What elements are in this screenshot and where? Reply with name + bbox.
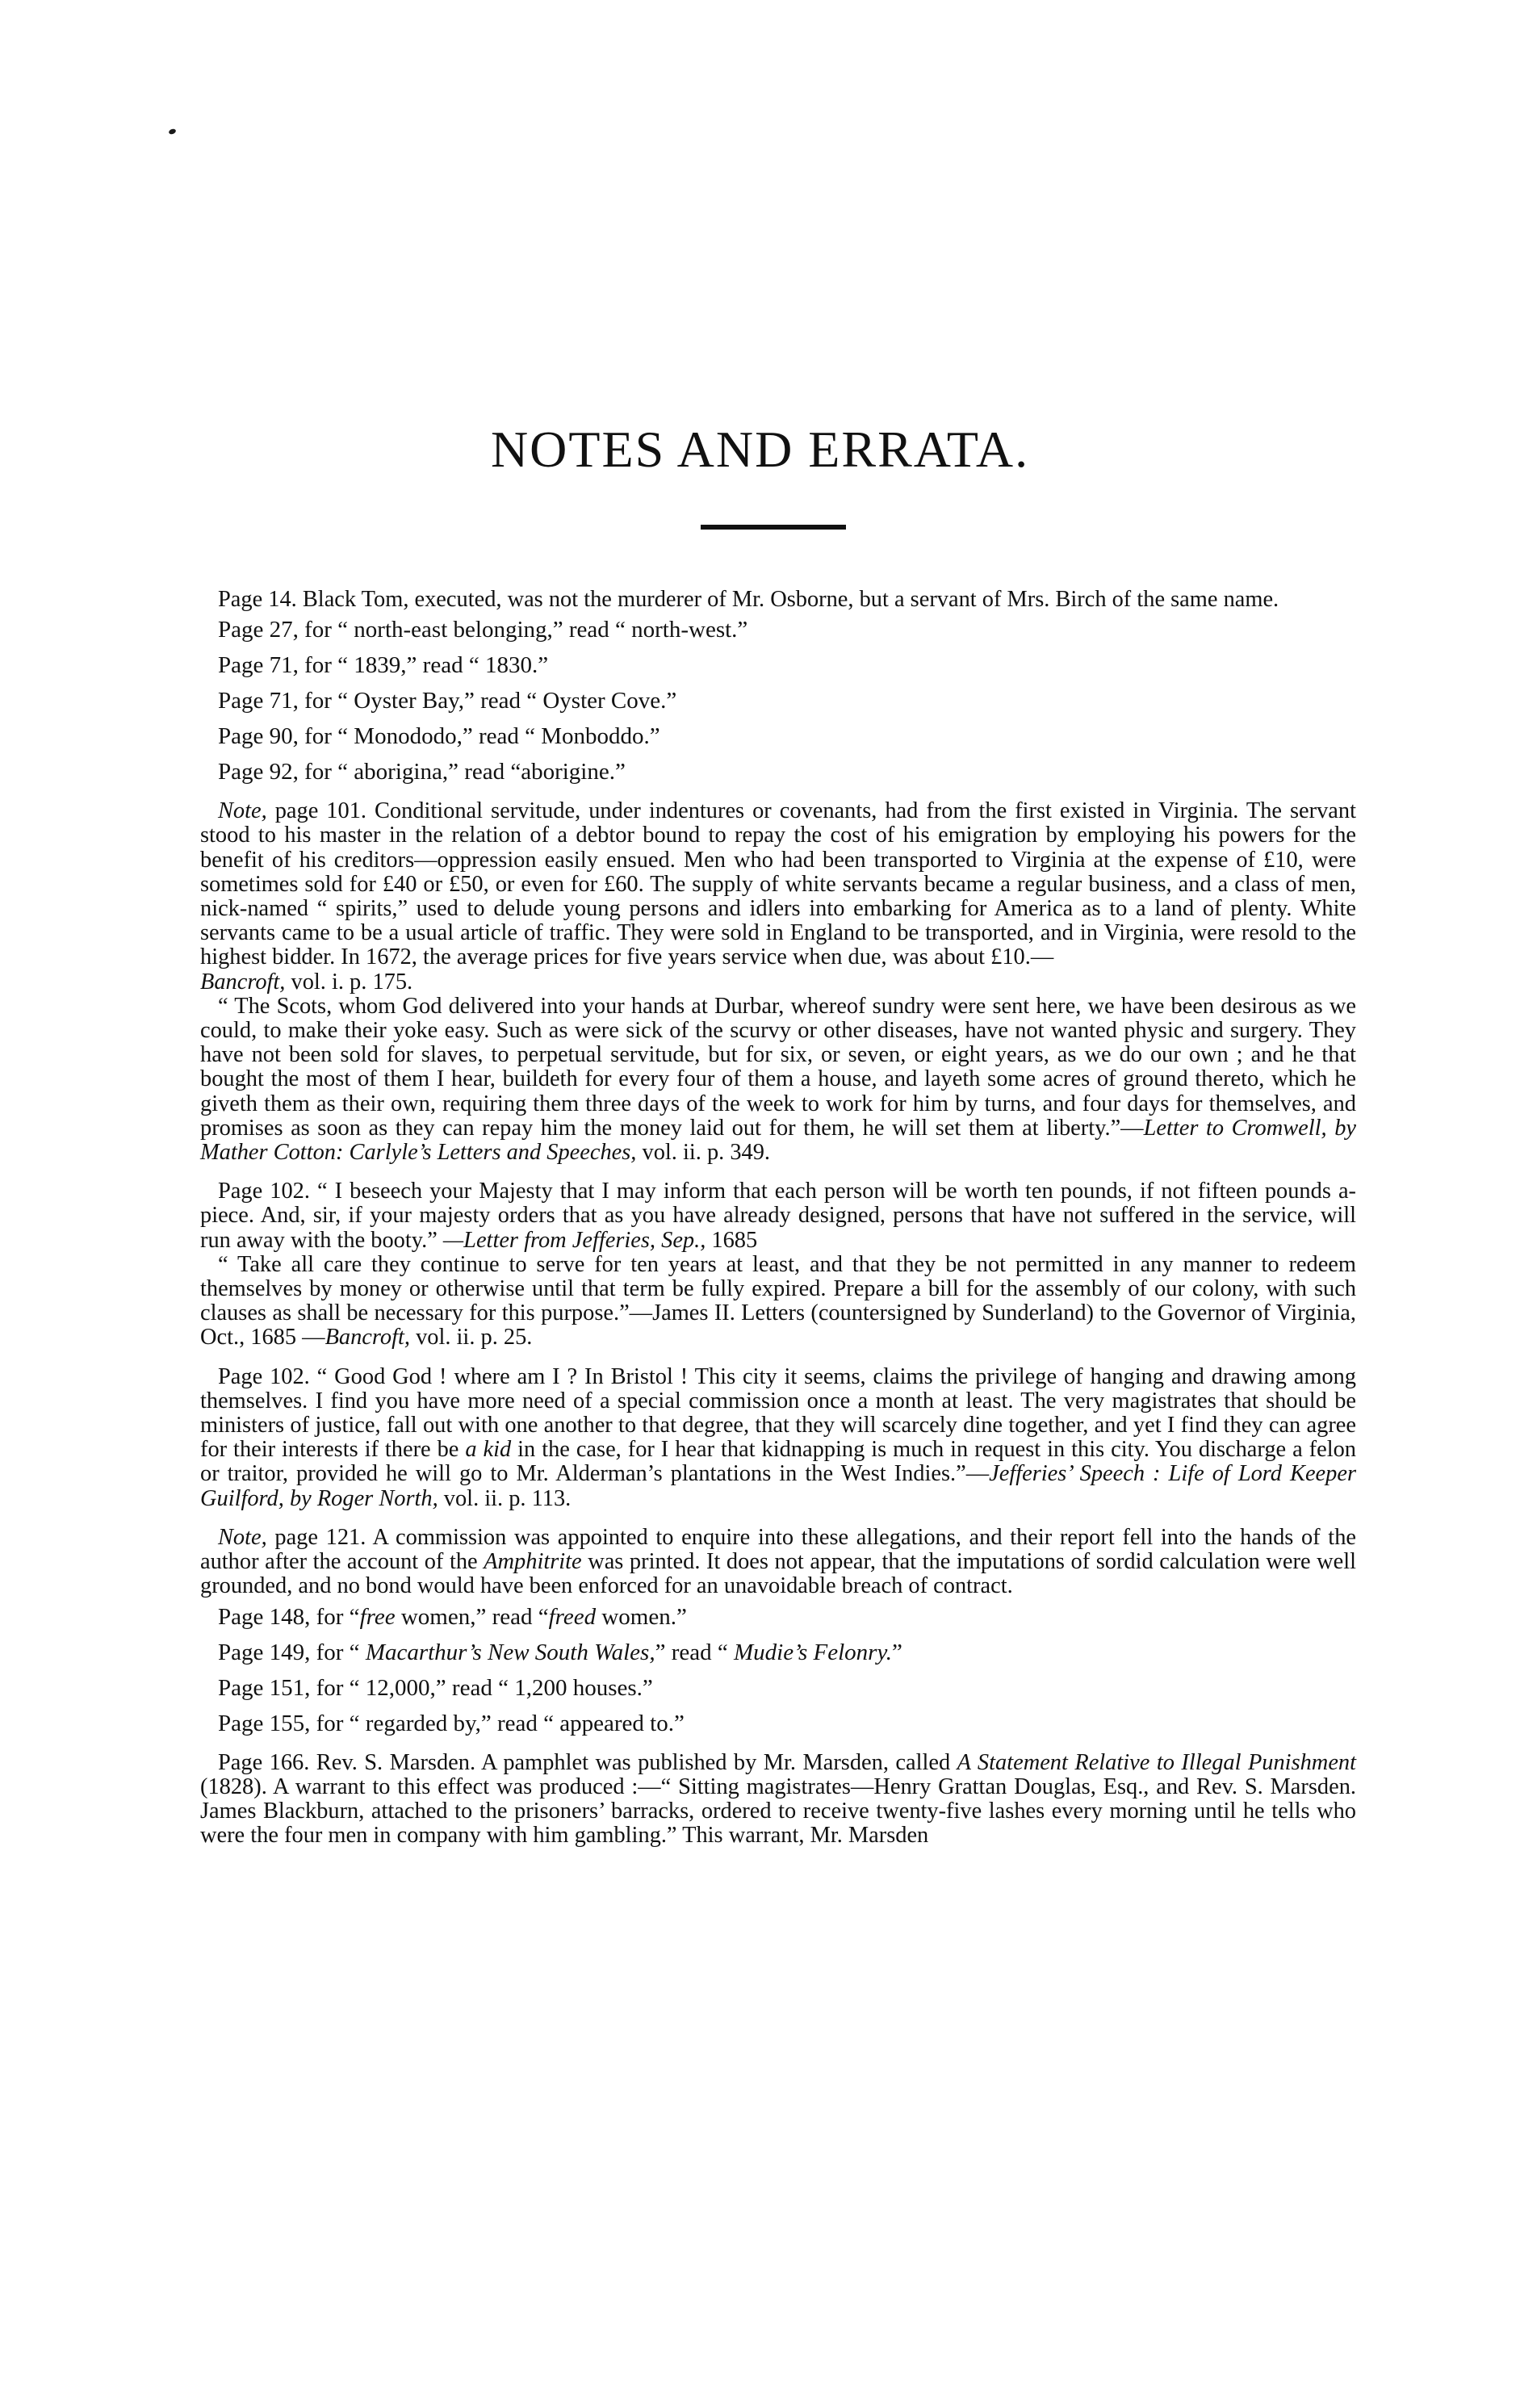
kid-phrase: a kid — [465, 1437, 512, 1463]
note-label: Note, — [218, 1524, 267, 1550]
erratum-page-14: Page 14. Black Tom, executed, was not the murderer of Mr. Osborne, but a servant of Mrs. Birch of the same name. — [218, 587, 1279, 612]
ink-speck — [168, 128, 177, 136]
note-source-tail: vol. ii. p. 113. — [438, 1485, 572, 1511]
erratum-text: Page 148, for “ — [218, 1603, 360, 1630]
erratum-text: Page 149, for “ — [218, 1639, 366, 1665]
note-text-cont: (1828). A warrant to this effect was produced :—“ Sitting magistrates—Henry Grattan Douglas, Esq., and Rev. S. Marsden. James Blackburn, attached to the prisoners’ barracks, ordered to receive twenty-five lashes every morning until he tells who were the four men in company with him gambling.” This warrant, Mr. Marsden — [200, 1774, 1356, 1849]
note-page-102-a — [200, 1179, 1356, 1253]
erratum-page-27: Page 27, for “ north-east belonging,” read “ north-west.” — [218, 617, 748, 643]
erratum-page-151: Page 151, for “ 12,000,” read “ 1,200 houses.” — [218, 1674, 653, 1701]
notes-body — [200, 588, 1356, 1848]
erratum-page-90: Page 90, for “ Monododo,” read “ Monboddo.” — [218, 723, 660, 750]
erratum-text: women,” read “ — [395, 1603, 549, 1630]
note-page-166 — [200, 1751, 1356, 1849]
note-page-121 — [200, 1526, 1356, 1599]
page-title: NOTES AND ERRATA. — [490, 421, 1030, 478]
erratum-page-92: Page 92, for “ aborigina,” read “aborigine.” — [218, 759, 626, 785]
erratum-text: ” read “ — [655, 1639, 734, 1665]
note-source: Jefferies’ Speech : Life of Lord Keeper Guilford, by Roger North, — [200, 1461, 1357, 1511]
take-care-quote — [200, 1253, 1356, 1351]
erratum-wrong-term: free — [359, 1603, 396, 1630]
erratum-page-155: Page 155, for “ regarded by,” read “ appeared to.” — [218, 1710, 685, 1736]
quote-source: Bancroft, — [325, 1325, 410, 1351]
pamphlet-title: A Statement Relative to Illegal Punishment — [957, 1749, 1356, 1775]
note-text-cont: was printed. It does not appear, that the imputations of sordid calculation were well grounded, and no bond would have been enforced for an unavoidable breach of contract. — [200, 1549, 1356, 1599]
note-text: Page 166. Rev. S. Marsden. A pamphlet was published by Mr. Marsden, called — [218, 1749, 957, 1775]
note-text: page 101. Conditional servitude, under indentures or covenants, had from the first existed in Virginia. The servant stood to his master in the relation of a debtor bound to repay the cost of his emigration by employing his powers for the benefit of his creditors—oppression easily ensued. Men who had been transported to Virginia at the expense of £10, were sometimes sold for £40 or £50, or even for £60. The supply of white servants became a regular business, and a class of men, nick-named “ spirits,” used to delude young persons and idlers into embarking for America as to a land of plenty. White servants came to be a usual article of traffic. They were sold in England to be transported, and in Virginia, were resold to the highest bidder. In 1672, the average prices for five years service when due, was about £10.— — [200, 798, 1356, 970]
note-source: Bancroft, — [200, 969, 286, 995]
note-source-tail: vol. i. p. 175. — [285, 969, 413, 995]
note-source: —Letter from Jefferies, Sep., — [442, 1227, 706, 1253]
note-text: Page 102. “ I beseech your Majesty that I may inform that each person will be worth ten pounds, if not fifteen pounds a-piece. And, sir, if your majesty orders that as you have already designed, persons that have not suffered in the service, will run away with the booty.” — [200, 1179, 1356, 1253]
note-label: Note, — [218, 798, 267, 824]
quote-source-tail: vol. ii. p. 25. — [409, 1325, 533, 1351]
erratum-page-71-b: Page 71, for “ Oyster Bay,” read “ Oyster Cove.” — [218, 688, 677, 714]
note-page-101 — [200, 799, 1356, 995]
quote-text: “ The Scots, whom God delivered into your hands at Durbar, whereof sundry were sent here, we have been desirous as we could, to make their yoke easy. Such as were sick of the scurvy or other diseases, have not wanted physic and surgery. They have not been sold for slaves, to perpetual servitude, but for six, or seven, or eight years, as we do our own ; and he that bought the most of them I hear, buildeth for every four of them a house, and layeth some acres of ground thereto, which he giveth them as their own, requiring them three days of the week to work for him by turns, and four days for themselves, and promises as soon as they can repay him the money laid out for them, he will set them at liberty.”— — [200, 993, 1356, 1141]
note-text-cont: in the case, for I hear that kidnapping is much in request in this city. You discharge a felon or traitor, provided he will go to Mr. Alderman’s plantations in the West Indies.”— — [200, 1437, 1356, 1487]
erratum-wrong-title: Macarthur’s New South Wales, — [365, 1639, 655, 1665]
quote-source-tail: vol. ii. p. 349. — [636, 1140, 771, 1166]
erratum-correct-term: freed — [548, 1603, 597, 1630]
erratum-page-71-a: Page 71, for “ 1839,” read “ 1830.” — [218, 652, 549, 679]
erratum-page-148 — [218, 1599, 1356, 1635]
note-page-102-b — [200, 1365, 1356, 1511]
erratum-correct-title: Mudie’s Felonry. — [733, 1639, 892, 1665]
erratum-text: women.” — [596, 1603, 687, 1630]
title-rule — [701, 525, 846, 530]
ship-name: Amphitrite — [484, 1549, 582, 1575]
quote-text: “ Take all care they continue to serve for ten years at least, and that they be not permitted in any manner to redeem themselves by money or otherwise until that term be fully expired. Prepare a bill for the assembly of our colony, with such clauses as shall be necessary for this purpose.”—James II. Letters (countersigned by Sunderland) to the Governor of Virginia, Oct., 1685 — — [200, 1251, 1356, 1351]
erratum-page-149 — [218, 1635, 1356, 1670]
quote-source: Letter to Cromwell, by Mather Cotton: Carlyle’s Letters and Speeches, — [200, 1115, 1356, 1166]
note-text: Page 102. “ Good God ! where am I ? In Bristol ! This city it seems, claims the privilege of hanging and drawing among themselves. I find you have more need of a special commission once a month at least. The very magistrates that should be ministers of justice, fall out with one another to that degree, that they will scarcely dine together, and yet I find they can agree for their interests if there be — [200, 1363, 1356, 1463]
erratum-text: ” — [891, 1639, 902, 1665]
scots-quote — [200, 995, 1356, 1165]
note-source-tail: 1685 — [706, 1227, 758, 1253]
note-text: page 121. A commission was appointed to enquire into these allegations, and their report fell into the hands of the author after the account of the — [200, 1524, 1356, 1575]
